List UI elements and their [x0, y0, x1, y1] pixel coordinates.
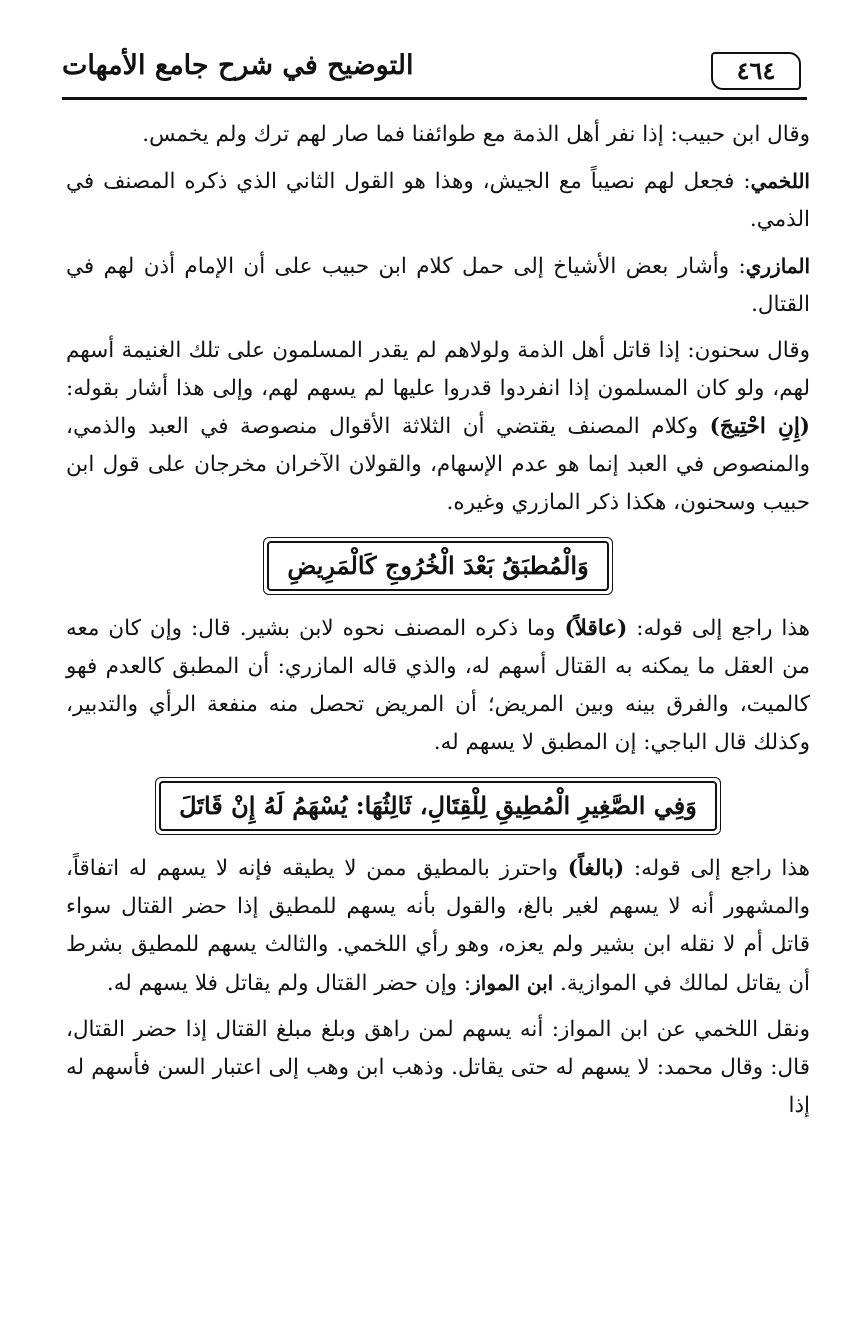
p6-text-b: واحترز بالمطيق ممن لا يطيقه فإنه لا يسهم له اتفاقاً، والمشهور أنه لا يسهم لغير بالغ، والقول بأنه يسهم للمطيق إذا حضر القتال سواء قاتل أم لا نقله ابن بشير ولم يعزه، وهو رأي اللخمي. والثالث يسهم للمطيق بشرط أن يقاتل لمالك في الموازية. [66, 856, 810, 996]
p5-text-a: هذا راجع إلى قوله: [627, 616, 810, 641]
matn-heading-1: وَالْمُطبَقُ بَعْدَ الْخُرُوجِ كَالْمَرِيضِ [267, 541, 608, 591]
matn-heading-1-wrap [66, 537, 810, 595]
p1-text: وقال ابن حبيب: إذا نفر أهل الذمة مع طوائفنا فما صار لهم ترك ولم يخمس. [142, 122, 810, 147]
matn-heading-2-wrap [66, 777, 810, 835]
p4-text-a: وقال سحنون: إذا قاتل أهل الذمة ولولاهم لم يقدر المسلمون على تلك الغنيمة أسهم لهم، ولو كان المسلمون إذا انفردوا قدروا عليها لم يسهم لهم، وإلى هذا أشار بقوله: [66, 338, 810, 401]
page-number-box: ٤٦٤ [711, 52, 801, 90]
p6-text-c: : وإن حضر القتال ولم يقاتل فلا يسهم له. [106, 971, 472, 996]
page-body [66, 116, 810, 1125]
matn-heading-1-frame [263, 537, 612, 595]
term-mazari: المازري [745, 254, 810, 278]
p6-text-a: هذا راجع إلى قوله: [624, 856, 810, 881]
p3-text: : وأشار بعض الأشياخ إلى حمل كلام ابن حبيب على أن الإمام أذن لهم في القتال. [66, 254, 810, 317]
paragraph-5 [66, 610, 810, 762]
paragraph-4 [66, 332, 810, 522]
p2-text: : فجعل لهم نصيباً مع الجيش، وهذا هو القول الثاني الذي ذكره المصنف في الذمي. [66, 169, 810, 232]
paragraph-2 [66, 162, 810, 239]
p4-quote: (إِنِ احْتِيجَ) [709, 414, 810, 439]
paragraph-1 [66, 116, 810, 154]
matn-heading-2: وَفِي الصَّغِيرِ الْمُطِيقِ لِلْقِتَالِ، ثَالِثُهَا: يُسْهَمُ لَهُ إِنْ قَاتَلَ [159, 781, 717, 831]
term-ibn-mawwaz: ابن المواز [471, 971, 554, 995]
paragraph-6 [66, 850, 810, 1003]
page-header [62, 44, 807, 100]
p5-text-b: وما ذكره المصنف نحوه لابن بشير. قال: وإن كان معه من العقل ما يمكنه به القتال أسهم له، والذي قاله المازري: أن المطبق كالعدم فهو كالميت، والفرق بينه وبين المريض؛ أن المريض تحصل منه منفعة الرأي والتدبير، وكذلك قال الباجي: إن المطبق لا يسهم له. [66, 616, 810, 755]
p6-quote: (بالغاً) [567, 856, 625, 881]
p4-text-b: وكلام المصنف يقتضي أن الثلاثة الأقوال منصوصة في العبد والذمي، والمنصوص في العبد إنما هو عدم الإسهام، والقولان الآخران مخرجان على قول ابن حبيب وسحنون، هكذا ذكر المازري وغيره. [66, 414, 810, 515]
paragraph-7 [66, 1011, 810, 1125]
term-lakhmi: اللخمي [750, 169, 810, 193]
header-rule [62, 97, 807, 100]
p7-text: ونقل اللخمي عن ابن المواز: أنه يسهم لمن راهق وبلغ مبلغ القتال إذا حضر القتال، قال: وقال محمد: لا يسهم له حتى يقاتل. وذهب ابن وهب إلى اعتبار السن فأسهم له إذا [66, 1017, 810, 1118]
book-title: التوضيح في شرح جامع الأمهات [62, 50, 414, 81]
p5-quote: (عاقلاً) [564, 616, 628, 641]
paragraph-3 [66, 247, 810, 324]
matn-heading-2-frame [155, 777, 721, 835]
